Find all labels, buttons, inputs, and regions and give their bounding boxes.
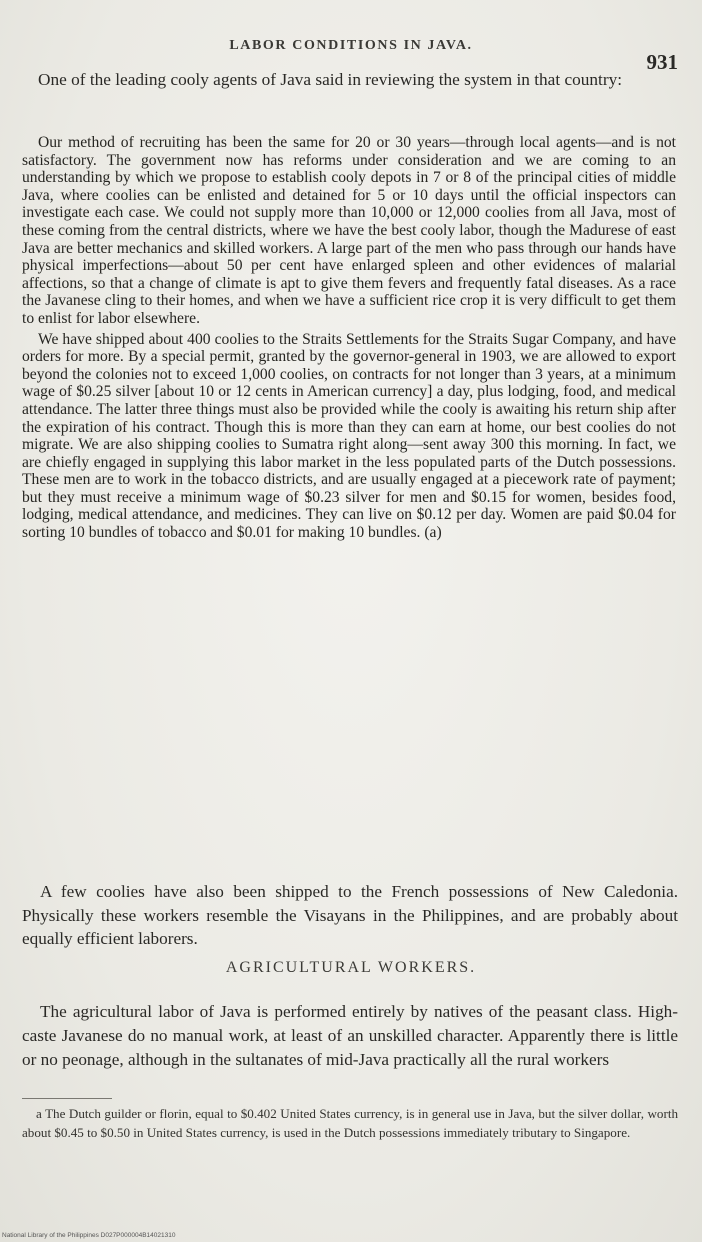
quoted-paragraph-1: Our method of recruiting has been the same for 20 or 30 years—through local agents—and is not satisfactory. The government now has reforms under consideration and we are coming to an understanding by which we propose to establish cooly depots in 7 or 8 of the principal cities of middle Java, where coolies can be enlisted and detained for 5 or 10 days until the official inspectors can investigate each case. We could not supply more than 10,000 or 12,000 coolies from all Java, most of these coming from the central districts, where we have the best cooly labor, though the Madurese of east Java are better mechanics and skilled workers. A large part of the men who pass through our hands have physical imperfections—about 50 per cent have enlarged spleen and other evidences of malarial affections, so that a change of climate is apt to give them fevers and frequently fatal diseases. As a race the Javanese cling to their homes, and when we have a sufficient rice crop it is very difficult to get them to enlist for labor elsewhere. (22, 134, 676, 327)
footnote: a The Dutch guilder or florin, equal to $0.402 United States currency, is in general use in Java, but the silver dollar, worth about $0.45 to $0.50 in United States currency, is used in the Dutch possessions immediately tributary to Singapore. (22, 1106, 678, 1141)
agricultural-paragraph: The agricultural labor of Java is performed entirely by natives of the peasant class. High-caste Javanese do no manual work, at least of an unskilled character. Apparently there is little or no peonage, although in the sultanates of mid-Java practically all the rural workers (22, 1002, 678, 1069)
library-watermark: National Library of the Philippines D027P000004B14021310 (2, 1232, 176, 1239)
running-head: LABOR CONDITIONS IN JAVA. (229, 38, 473, 53)
page-number: 931 (646, 50, 678, 74)
quoted-block (22, 134, 676, 542)
section-heading: AGRICULTURAL WORKERS. (225, 959, 477, 976)
intro-paragraph: One of the leading cooly agents of Java said in reviewing the system in that country: (38, 70, 623, 89)
footnote-rule (22, 1098, 112, 1099)
quoted-paragraph-2: We have shipped about 400 coolies to the Straits Settlements for the Straits Sugar Company, and have orders for more. By a special permit, granted by the governor-general in 1903, we are allowed to export beyond the colonies not to exceed 1,000 coolies, on contracts for not longer than 3 years, at a minimum wage of $0.25 silver [about 10 or 12 cents in American currency] a day, plus lodging, food, and medical attendance. The latter three things must also be provided while the cooly is awaiting his return ship after the expiration of his contract. Though this is more than they can earn at home, our best coolies do not migrate. We are also shipping coolies to Sumatra right along—sent away 300 this morning. In fact, we are chiefly engaged in supplying this labor market in the less populated parts of the Dutch possessions. These men are to work in the tobacco districts, and are usually engaged at a piecework rate of payment; but they must receive a minimum wage of $0.23 silver for men and $0.15 for women, besides food, lodging, medical attendance, and medicines. They can live on $0.12 per day. Women are paid $0.04 for sorting 10 bundles of tobacco and $0.01 for making 10 bundles. (a) (22, 330, 676, 542)
closing-paragraph: A few coolies have also been shipped to the French possessions of New Caledonia. Physically these workers resemble the Visayans in the Philippines, and are probably about equally efficient laborers. (22, 882, 678, 949)
